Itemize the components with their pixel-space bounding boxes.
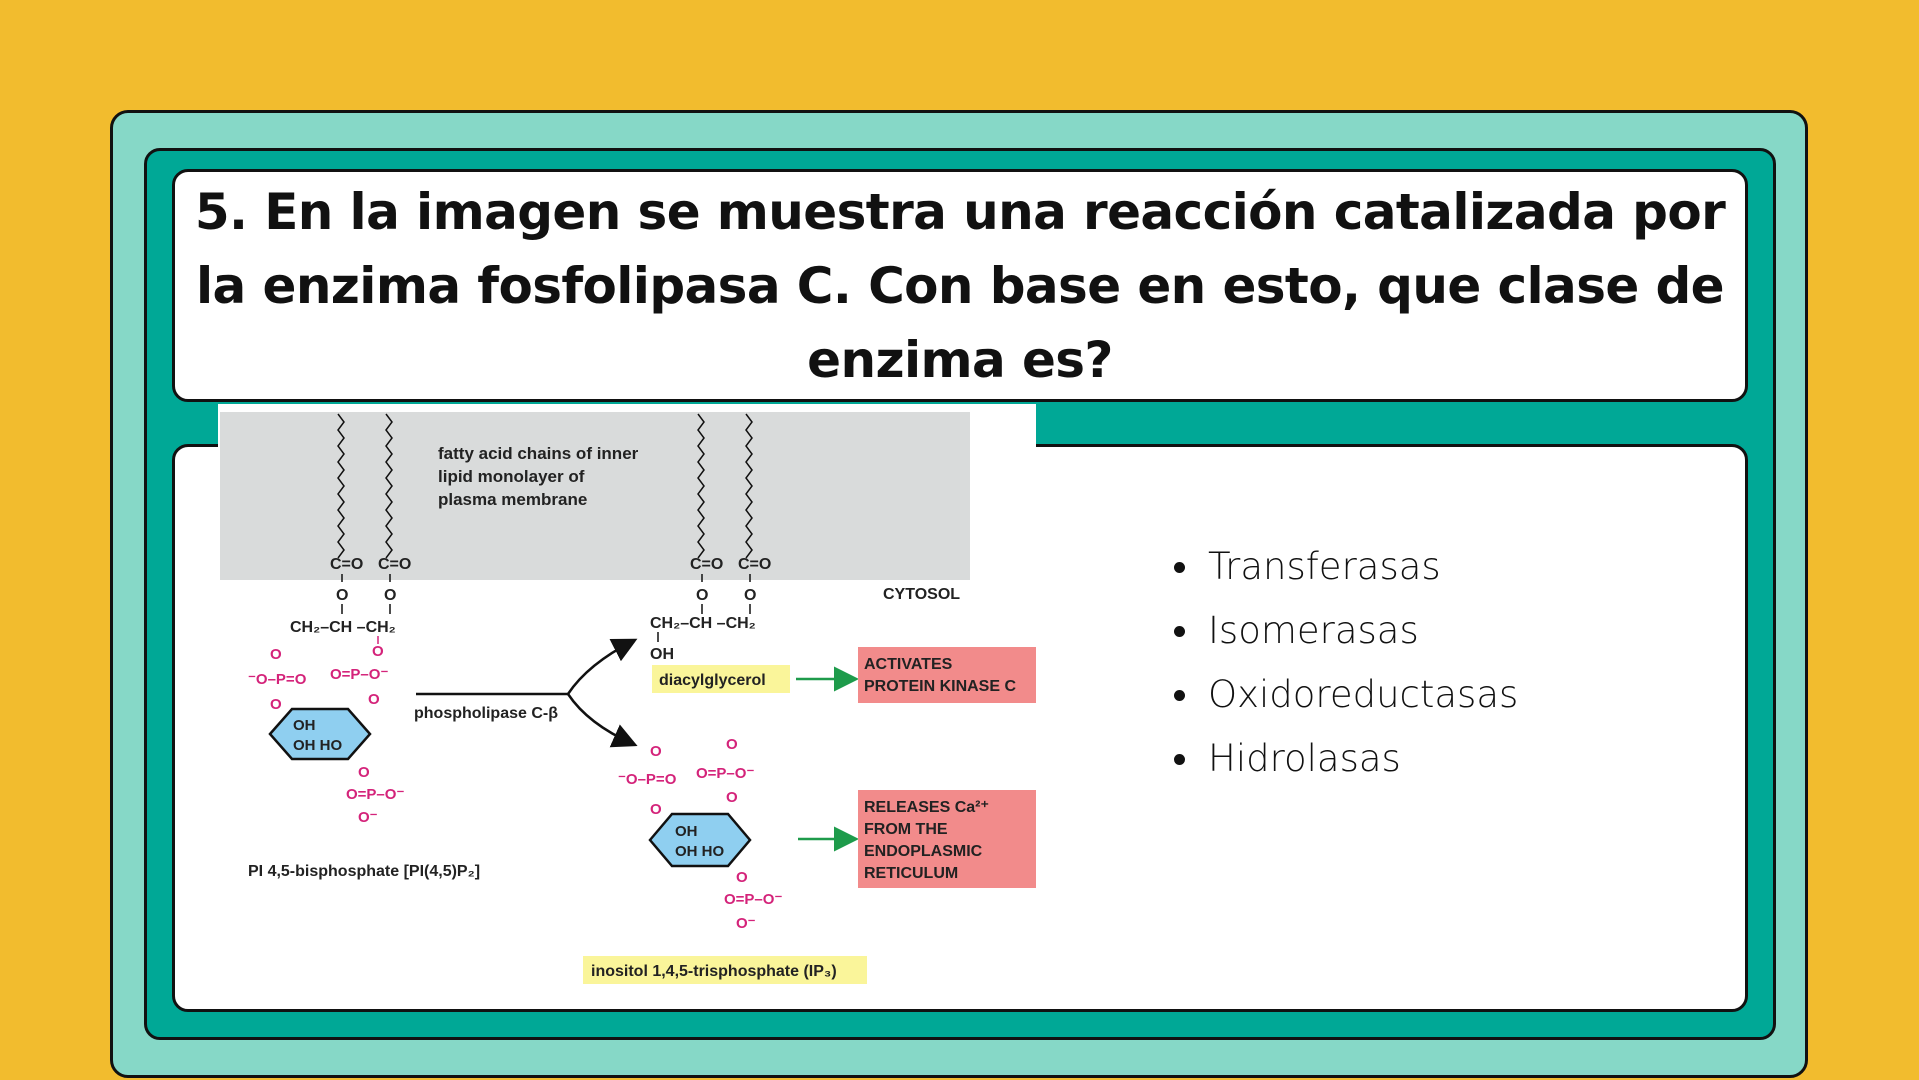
effect2-line3: ENDOPLASMIC — [864, 843, 983, 860]
membrane-label-3: plasma membrane — [438, 490, 588, 509]
ester-group: C=O — [330, 556, 364, 573]
svg-text:O: O — [270, 696, 282, 713]
phosphate-group: ⁻O–P=O — [248, 671, 307, 688]
phosphate-group: ⁻O–P=O — [618, 771, 677, 788]
reaction-diagram — [218, 404, 1036, 1004]
svg-text:O⁻: O⁻ — [736, 915, 756, 932]
option-transferasas: Transferasas — [1170, 535, 1518, 599]
phosphate-group: O=P–O⁻ — [346, 786, 405, 803]
ester-group: C=O — [378, 556, 412, 573]
svg-text:O: O — [650, 801, 662, 818]
svg-text:OH HO: OH HO — [293, 737, 343, 754]
effect2-line4: RETICULUM — [864, 865, 959, 882]
membrane-label-2: lipid monolayer of — [438, 467, 585, 486]
svg-text:OH HO: OH HO — [675, 843, 725, 860]
effect2-line2: FROM THE — [864, 821, 948, 838]
ester-oxygen: O — [336, 587, 349, 604]
product2-label: inositol 1,4,5-trisphosphate (IP₃) — [591, 963, 837, 980]
ester-group: C=O — [690, 556, 724, 573]
svg-text:O: O — [368, 691, 380, 708]
answer-options — [1170, 535, 1518, 791]
svg-text:O: O — [358, 764, 370, 781]
option-hidrolasas: Hidrolasas — [1170, 727, 1518, 791]
effect1-line2: PROTEIN KINASE C — [864, 678, 1017, 695]
svg-text:O: O — [696, 587, 709, 604]
svg-text:O: O — [726, 736, 738, 753]
product1-label: diacylglycerol — [659, 672, 766, 689]
question-text: 5. En la imagen se muestra una reacción catalizada por la enzima fosfolipasa C. Con base en esto, que clase de enzima es? — [194, 182, 1726, 389]
svg-text:O: O — [270, 646, 282, 663]
svg-text:O: O — [736, 869, 748, 886]
glycerol-backbone: CH₂–CH –CH₂ — [290, 619, 396, 636]
option-isomerasas: Isomerasas — [1170, 599, 1518, 663]
membrane-label-1: fatty acid chains of inner — [438, 444, 639, 463]
phosphate-group: O=P–O⁻ — [696, 765, 755, 782]
ester-oxygen: O — [384, 587, 397, 604]
svg-text:OH: OH — [293, 717, 316, 734]
svg-text:OH: OH — [675, 823, 698, 840]
cytosol-label: CYTOSOL — [883, 586, 961, 603]
substrate-label: PI 4,5-bisphosphate [PI(4,5)P₂] — [248, 863, 481, 880]
option-oxidoreductasas: Oxidoreductasas — [1170, 663, 1518, 727]
enzyme-label: phospholipase C-β — [414, 705, 558, 722]
svg-text:O: O — [372, 643, 384, 660]
question-box — [172, 169, 1748, 402]
glycerol-backbone: CH₂–CH –CH₂ — [650, 615, 756, 632]
effect2-line1: RELEASES Ca²⁺ — [864, 799, 989, 816]
svg-text:O⁻: O⁻ — [358, 809, 378, 826]
svg-text:O: O — [650, 743, 662, 760]
svg-text:OH: OH — [650, 646, 674, 663]
membrane-band — [220, 412, 970, 580]
ester-group: C=O — [738, 556, 772, 573]
svg-text:O: O — [744, 587, 757, 604]
phosphate-group: O=P–O⁻ — [724, 891, 783, 908]
svg-text:O: O — [726, 789, 738, 806]
phosphate-group: O=P–O⁻ — [330, 666, 389, 683]
effect1-line1: ACTIVATES — [864, 656, 953, 673]
